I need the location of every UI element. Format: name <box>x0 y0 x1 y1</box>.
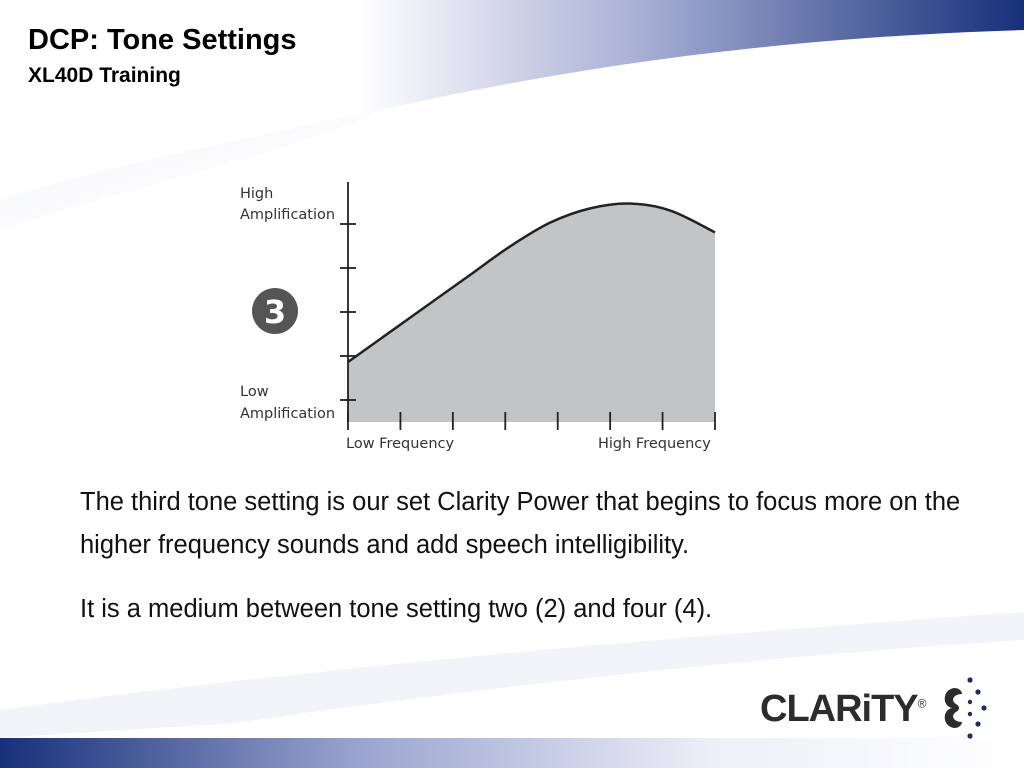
slide-title: DCP: Tone Settings <box>28 24 297 56</box>
tone-curve-chart <box>230 160 735 470</box>
x-low-label: Low Frequency <box>346 436 455 452</box>
setting-badge-number: 3 <box>263 293 287 331</box>
body-paragraph-2: It is a medium between tone setting two (2) and four (4). <box>80 595 713 623</box>
clarity-logo-mark-icon <box>940 672 1000 744</box>
y-low-label-line2: Amplification <box>240 406 336 422</box>
body-paragraph-1: The third tone setting is our set Clarity Power that begins to focus more on the higher frequency sounds and add speech intelligibility. <box>80 488 961 559</box>
y-high-label-line2: Amplification <box>240 207 336 223</box>
clarity-logo <box>760 672 1000 744</box>
y-high-label-line1: High <box>240 186 274 202</box>
logo-text: CLARiTY <box>760 688 918 730</box>
slide-subtitle: XL40D Training <box>28 64 181 87</box>
x-high-label: High Frequency <box>598 436 711 452</box>
logo-wordmark <box>760 688 926 731</box>
y-low-label-line1: Low <box>240 384 269 400</box>
logo-trademark: ® <box>917 696 926 711</box>
